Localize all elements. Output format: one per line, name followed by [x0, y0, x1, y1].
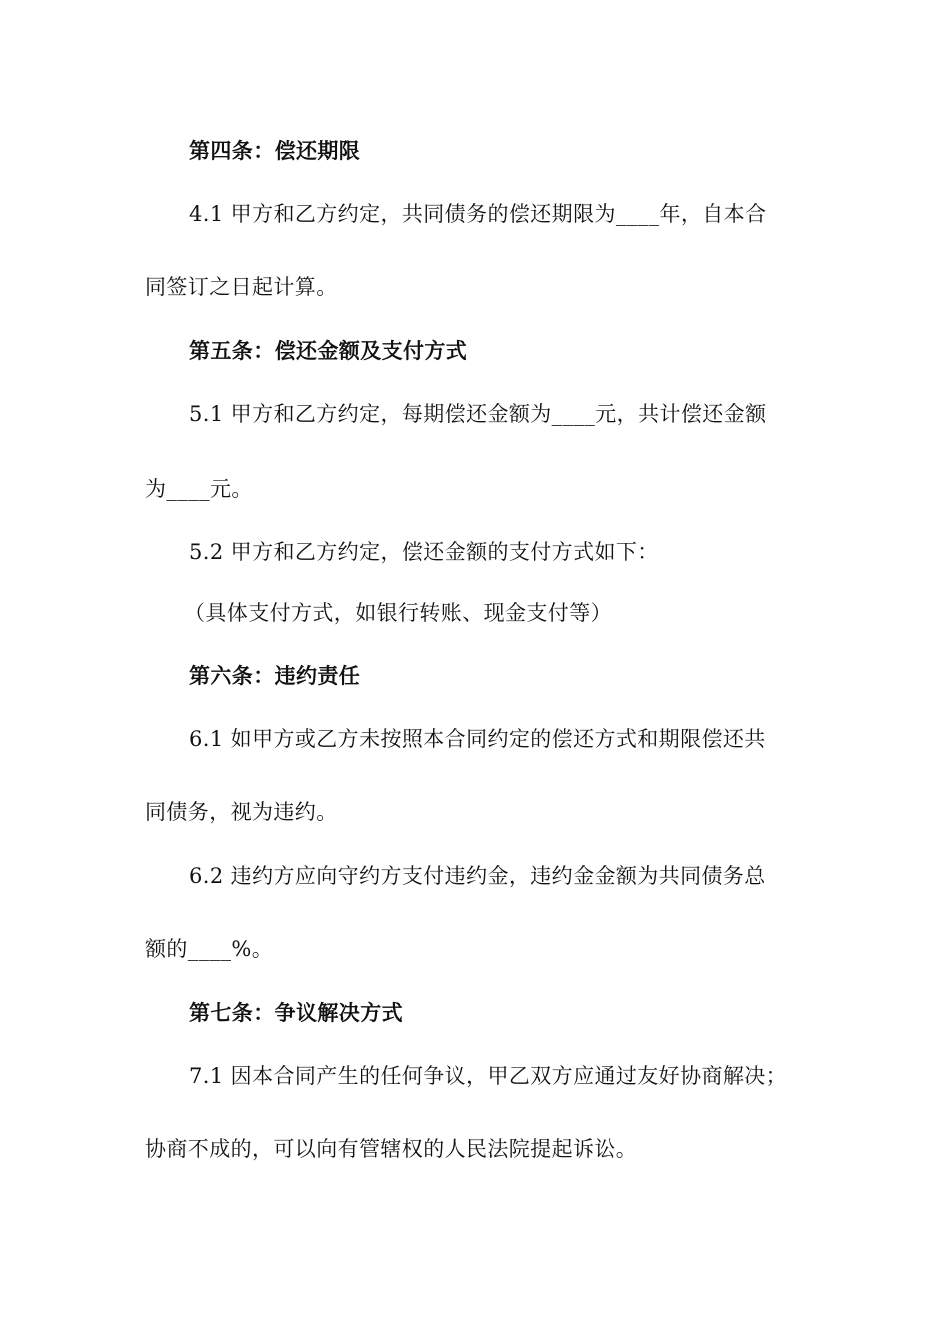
payment-method-note: （具体支付方式，如银行转账、现金支付等） [184, 601, 612, 625]
clause-6-2-line-2: 额的____%。 [145, 937, 274, 961]
clause-6-1-line-1: 6.1 如甲方或乙方未按照本合同约定的偿还方式和期限偿还共 [189, 727, 766, 751]
clause-4-1-line-2: 同签订之日起计算。 [145, 275, 338, 299]
clause-5-2: 5.2 甲方和乙方约定，偿还金额的支付方式如下： [189, 540, 659, 564]
article-6-heading: 第六条：违约责任 [189, 664, 361, 688]
clause-7-1-line-2: 协商不成的，可以向有管辖权的人民法院提起诉讼。 [145, 1137, 638, 1161]
article-5-heading: 第五条：偿还金额及支付方式 [189, 339, 468, 363]
clause-5-1-line-2: 为____元。 [145, 477, 253, 501]
clause-7-1-line-1: 7.1 因本合同产生的任何争议，甲乙双方应通过友好协商解决； [189, 1064, 788, 1088]
clause-5-1-line-1: 5.1 甲方和乙方约定，每期偿还金额为____元，共计偿还金额 [189, 402, 767, 426]
article-7-heading: 第七条：争议解决方式 [189, 1001, 403, 1025]
clause-6-2-line-1: 6.2 违约方应向守约方支付违约金，违约金金额为共同债务总 [189, 864, 766, 888]
clause-4-1-line-1: 4.1 甲方和乙方约定，共同债务的偿还期限为____年，自本合 [189, 202, 767, 226]
clause-6-1-line-2: 同债务，视为违约。 [145, 800, 338, 824]
article-4-heading: 第四条：偿还期限 [189, 139, 361, 163]
